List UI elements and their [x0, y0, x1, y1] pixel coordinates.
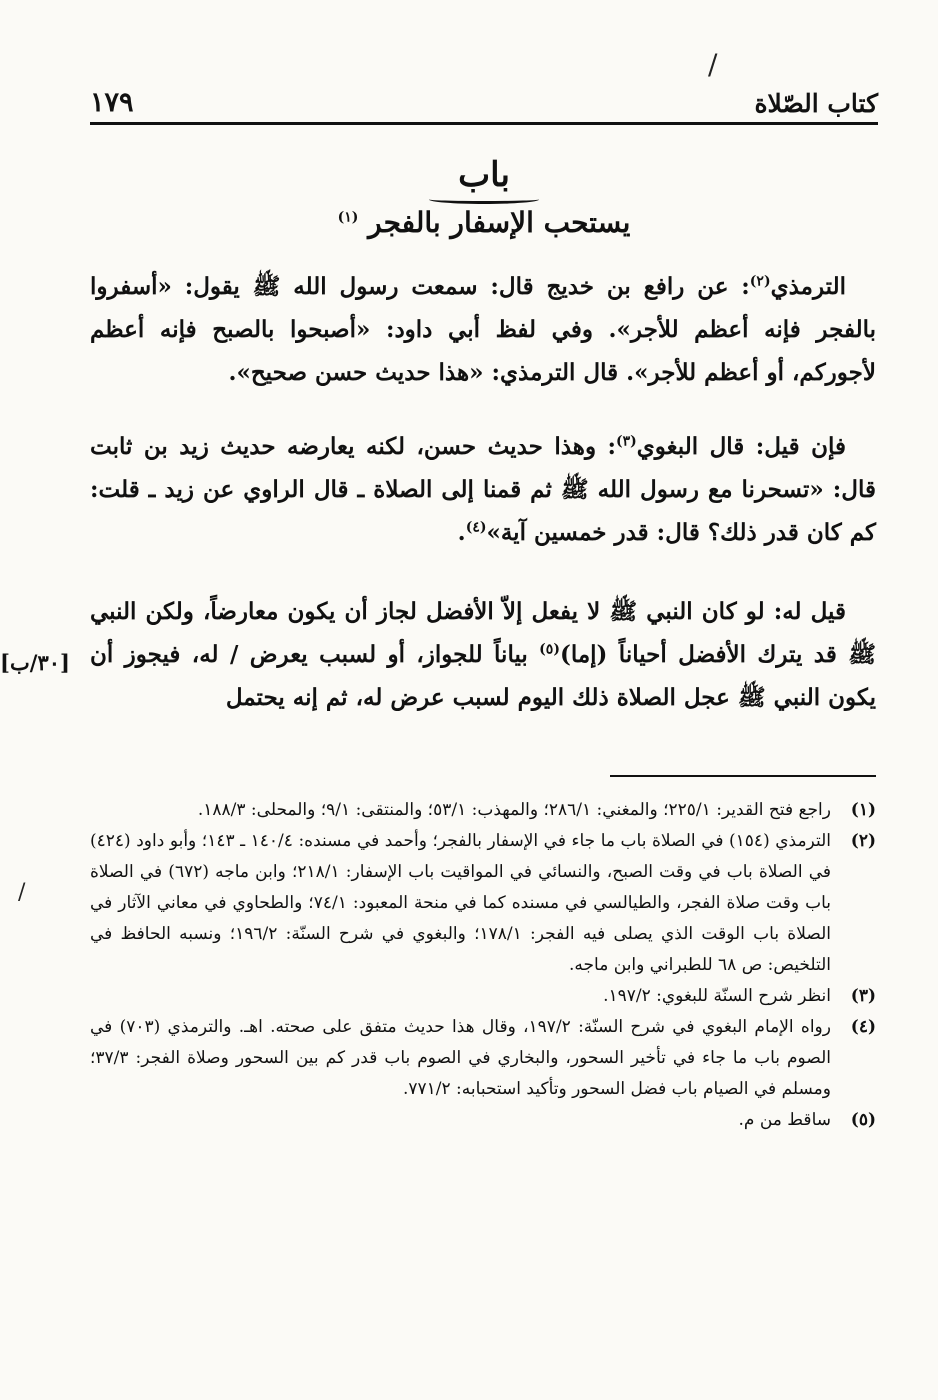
footnote-ref-2: (٢): [749, 273, 771, 290]
paragraph-3: [90, 590, 876, 719]
footnote-ref-3: (٣): [616, 433, 637, 450]
running-header: [90, 78, 878, 118]
heading-bab: باب: [458, 155, 510, 195]
footnote: [90, 1105, 876, 1136]
p3-text-a: قيل له: لو كان النبي ﷺ لا يفعل إلاّ الأفضل لجاز أن يكون معارضاً، ولكن النبي ﷺ قد يترك الأفضل أحياناً (إما): [90, 598, 876, 668]
pen-mark: /: [18, 880, 26, 905]
p1-text: : عن رافع بن خديج قال: سمعت رسول الله ﷺ يقول: «أسفروا بالفجر فإنه أعظم للأجر». وفي لفظ أبي داود: «أصبحوا بالصبح فإنه أعظم لأجوركم، أو أعظم للأجر». قال الترمذي: «هذا حديث حسن صحيح».: [90, 273, 876, 386]
chapter-title: كتاب الصّلاة: [754, 89, 878, 118]
footnote-text: ساقط من م.: [738, 1110, 831, 1130]
footnote-number: (١): [850, 800, 876, 820]
section-heading: [90, 155, 878, 242]
heading-title: [90, 204, 878, 242]
footnote-number: (٤): [850, 1017, 876, 1037]
p2-text: : وهذا حديث حسن، لكنه يعارضه حديث زيد بن ثابت قال: «تسحرنا مع رسول الله ﷺ ثم قمنا إلى الصلاة ـ قال الراوي عن زيد ـ قلت: كم كان قدر ذلك؟ قال: قدر خمسين آية»: [90, 433, 876, 546]
paragraph-1: [90, 265, 876, 394]
p1-lead: الترمذي: [770, 273, 846, 300]
p3-text-b: بياناً للجواز، أو لسبب يعرض / له، فيجوز أن يكون النبي ﷺ عجل الصلاة ذلك اليوم لسبب عرض له، ثم إنه يحتمل: [90, 641, 876, 711]
footnote: [90, 981, 876, 1012]
footnote-text: الترمذي (١٥٤) في الصلاة باب ما جاء في الإسفار بالفجر؛ وأحمد في مسنده: ١٤٠/٤ ـ ١٤٣؛ وأبو داود (٤٢٤) في الصلاة باب في وقت الصبح، والنسائي في المواقيت باب الإسفار: ٢١٨/١؛ وابن ماجه (٦٧٢) في الصلاة باب وقت صلاة الفجر، والطيالسي في مسنده كما في منحة المعبود: ٧٤/١؛ والطحاوي في معاني الآثار في الصلاة باب الوقت الذي يصلى فيه الفجر: ١٧٨/١؛ والبغوي في شرح السنّة: ١٩٦/٢؛ ونسبه الحافظ في التلخيص: ص ٦٨ للطبراني وابن ماجه.: [90, 831, 832, 975]
pen-mark: /: [708, 48, 718, 81]
footnote-text: رواه الإمام البغوي في شرح السنّة: ١٩٧/٢، وقال هذا حديث متفق على صحته. اهـ. والترمذي (٧٠٣) في الصوم باب ما جاء في تأخير السحور، والبخاري في الصوم باب قدر كم بين السحور وصلاة الفجر: ٣٧/٣؛ ومسلم في الصيام باب فضل السحور وتأكيد استحبابه: ٧٧١/٢.: [90, 1017, 831, 1099]
paragraph-2: فإن قيل: قال البغوي$^{(٣)}$: وهذا حديث حسن، لكنه يعارضه حديث زيد بن ثابت قال: «تسحرنا مع رسول الله ﷺ ثم قمنا إلى الصلاة ـ قال الراوي عن زيد ـ قلت: كم كان قدر ذلك؟ قال: قدر خمسين آية»$^{(٤)}$.: [90, 433, 876, 546]
footnote: [90, 826, 876, 981]
footnote: [90, 1012, 876, 1105]
footnote-number: (٢): [850, 831, 876, 851]
heading-footnote-ref: (١): [337, 209, 359, 226]
heading-title-text: يستحب الإسفار بالفجر: [368, 206, 631, 239]
footnote-text: راجع فتح القدير: ٢٢٥/١؛ والمغني: ٢٨٦/١؛ والمهذب: ٥٣/١؛ والمنتقى: ٩/١؛ والمحلى: ١٨٨/٣.: [197, 800, 831, 820]
footnote-ref-4: (٤): [465, 519, 487, 536]
footnote-ref-5: (٥): [539, 641, 560, 658]
footnote: [90, 795, 876, 826]
footnotes: [90, 795, 876, 1136]
footnote-number: (٣): [850, 986, 876, 1006]
footnote-rule: [610, 775, 876, 777]
p2-lead: فإن قيل: قال البغوي: [636, 433, 846, 460]
heading-flourish: [429, 195, 539, 204]
footnote-number: (٥): [850, 1110, 876, 1130]
manuscript-folio-ref: [٣٠/ب]: [0, 650, 70, 675]
footnote-text: انظر شرح السنّة للبغوي: ١٩٧/٢.: [603, 986, 831, 1006]
header-rule: [90, 122, 878, 125]
page-number: ١٧٩: [90, 87, 134, 118]
